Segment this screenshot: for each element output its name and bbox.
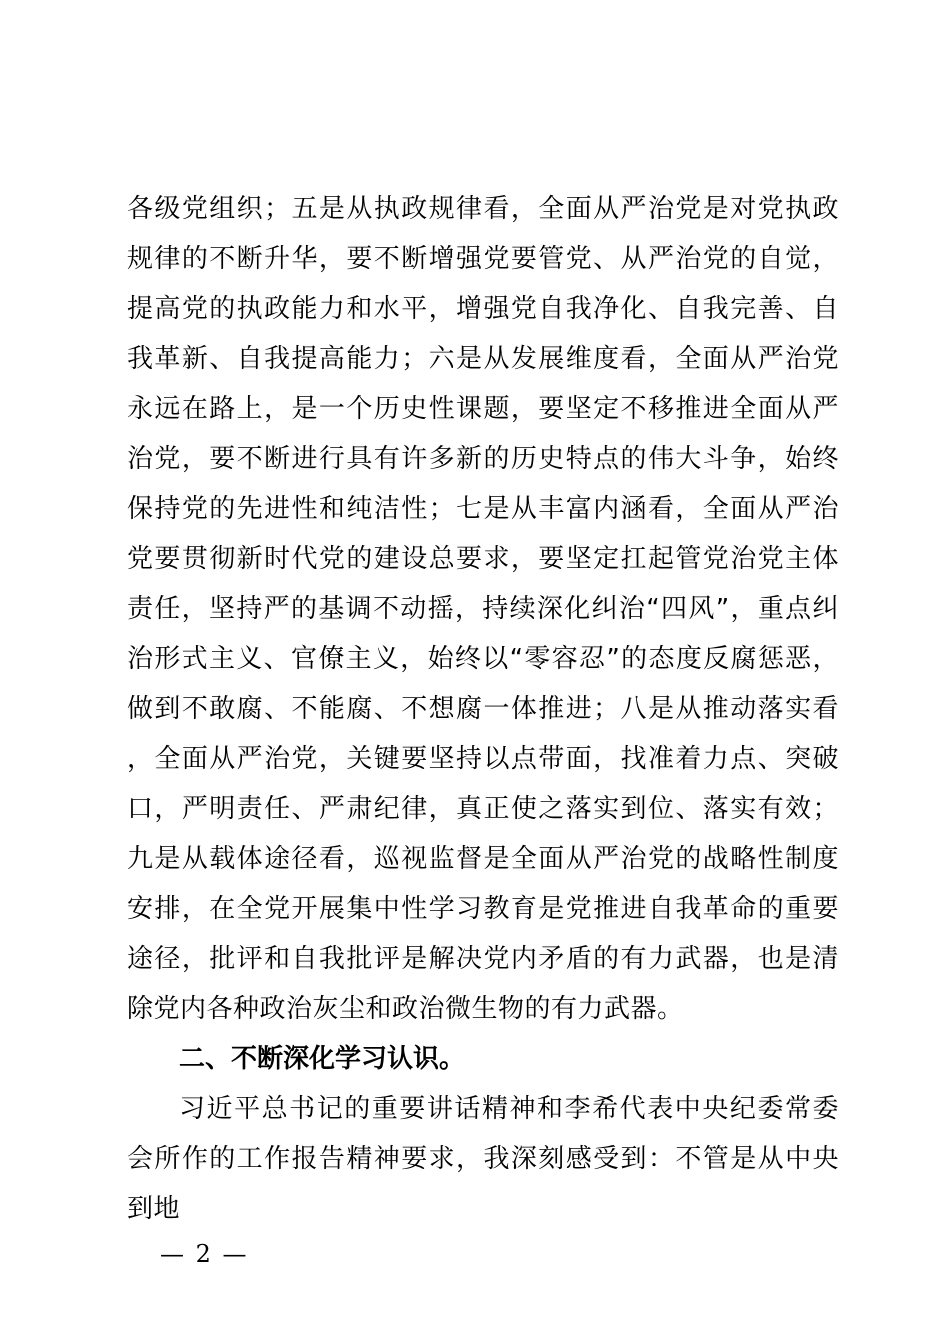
section-heading: 二、不断深化学习认识。 [179,1044,466,1074]
document-body [127,184,839,1234]
body-paragraph-continued: 习近平总书记的重要讲话精神和李希代表中央纪委常委会所作的工作报告精神要求，我深刻感受到：不管是从中央到地 [127,1094,839,1224]
page-number: — 2 — [160,1240,249,1268]
body-paragraph: 各级党组织；五是从执政规律看，全面从严治党是对党执政规律的不断升华，要不断增强党要管党、从严治党的自觉，提高党的执政能力和水平，增强党自我净化、自我完善、自我革新、自我提高能力；六是从发展维度看，全面从严治党永远在路上，是一个历史性课题，要坚定不移推进全面从严治党，要不断进行具有许多新的历史特点的伟大斗争，始终保持党的先进性和纯洁性；七是从丰富内涵看，全面从严治党要贯彻新时代党的建设总要求，要坚定扛起管党治党主体责任，坚持严的基调不动摇，持续深化纠治“四风”，重点纠治形式主义、官僚主义，始终以“零容忍”的态度反腐惩恶，做到不敢腐、不能腐、不想腐一体推进；八是从推动落实看，全面从严治党，关键要坚持以点带面，找准着力点、突破口，严明责任、严肃纪律，真正使之落实到位、落实有效；九是从载体途径看，巡视监督是全面从严治党的战略性制度安排，在全党开展集中性学习教育是党推进自我革命的重要途径，批评和自我批评是解决党内矛盾的有力武器，也是清除党内各种政治灰尘和政治微生物的有力武器。 [127,194,839,1024]
